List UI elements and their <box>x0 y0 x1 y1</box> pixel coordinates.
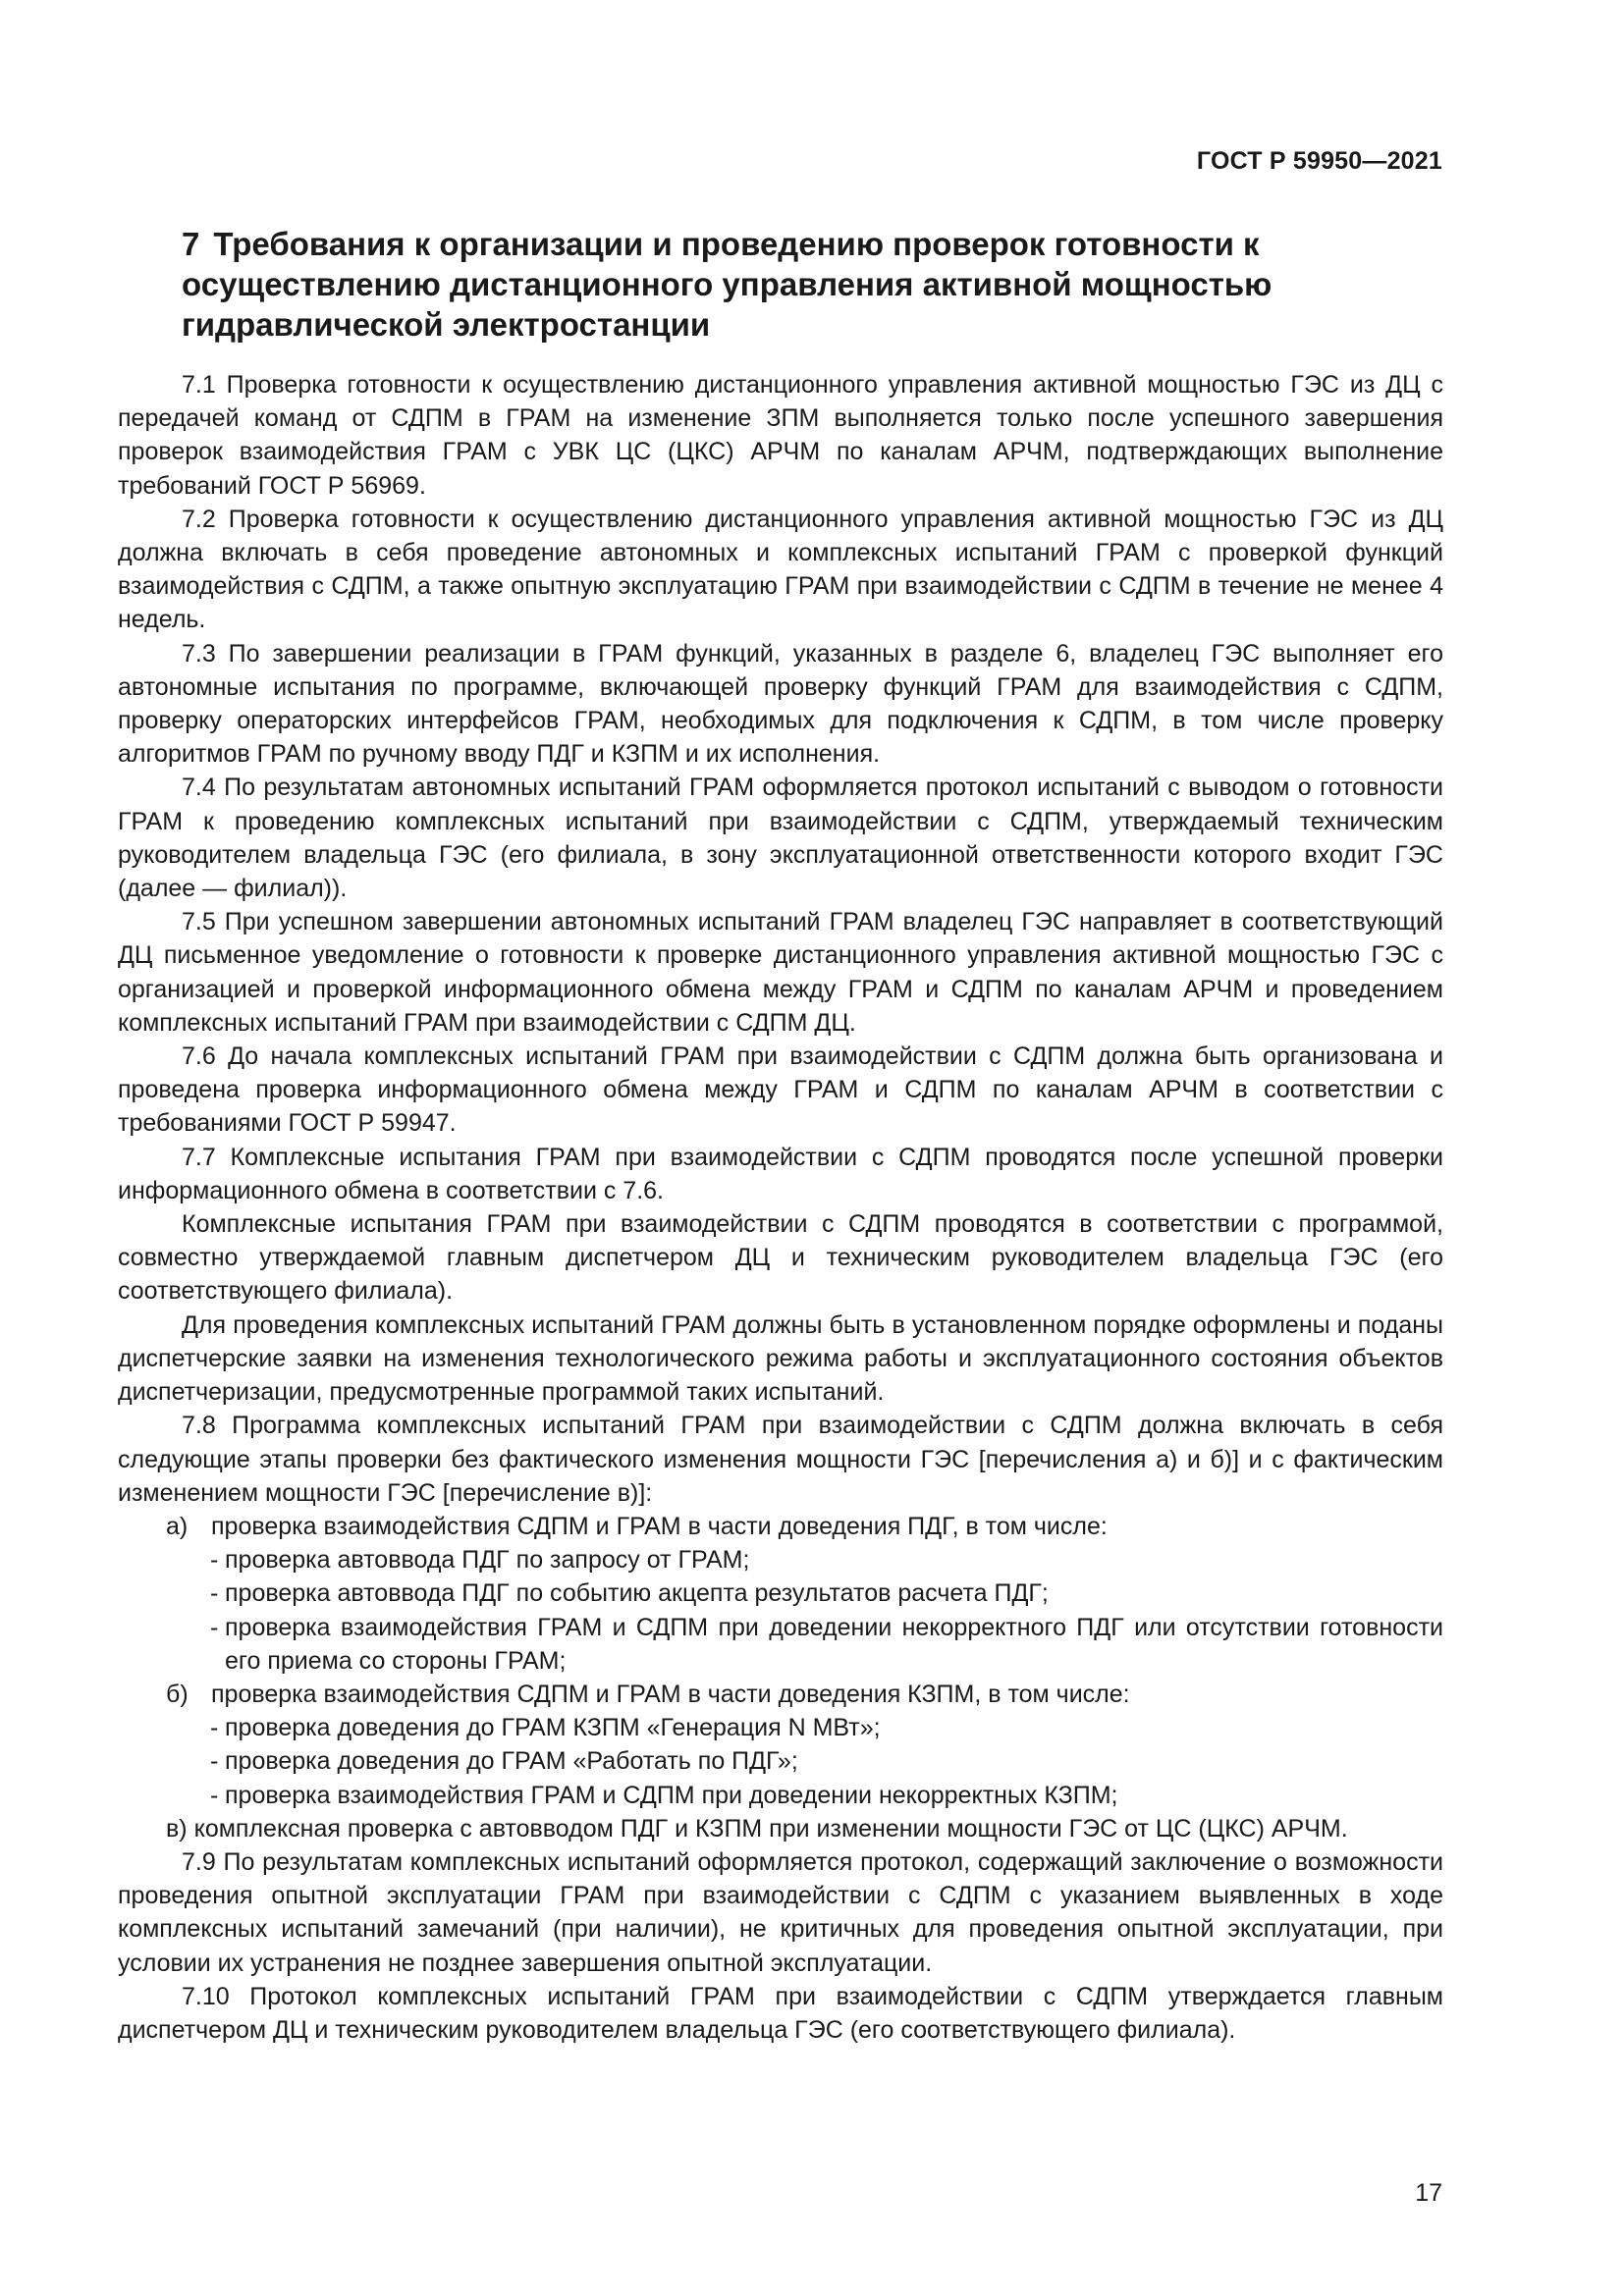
paragraph-7-9: 7.9 По результатам комплексных испытаний оформляется протокол, содержащий заключение о возможности проведения опытной эксплуатации ГРАМ при взаимодействии с СДПМ с указанием выявленных в ходе комплексных испытаний замечаний (при наличии), не критичных для проведения опытной эксплуатации, при условии их устранения не позднее завершения опытной эксплуатации. <box>118 1847 1443 1977</box>
paragraph-7-2: 7.2 Проверка готовности к осуществлению дистанционного управления активной мощностью ГЭС из ДЦ должна включать в себя проведение автономных и комплексных испытаний ГРАМ с проверкой функций взаимодействия с СДПМ, а также опытную эксплуатацию ГРАМ при взаимодействии с СДПМ в течение не менее 4 недель. <box>118 505 1443 634</box>
section-title <box>182 224 1340 345</box>
paragraph-7-7-requests: Для проведения комплексных испытаний ГРАМ должны быть в установленном порядке оформлены и поданы диспетчерские заявки на изменения технологического режима работы и эксплуатационного состояния объектов диспетчеризации, предусмотренные программой таких испытаний. <box>118 1310 1443 1407</box>
dash-text: проверка взаимодействия ГРАМ и СДПМ при доведении некорректного ПДГ или отсутствии готовности его приема со стороны ГРАМ; <box>225 1613 1443 1675</box>
list-marker-v: в) <box>166 1814 188 1842</box>
standard-code: ГОСТ Р 59950—2021 <box>1196 147 1442 175</box>
dash-item <box>118 1576 1443 1610</box>
paragraph-7-7-program: Комплексные испытания ГРАМ при взаимодействии с СДПМ проводятся в соответствии с программой, совместно утверждаемой главным диспетчером ДЦ и техническим руководителем владельца ГЭС (его соответствующего филиала). <box>118 1210 1443 1306</box>
dash-marker: - <box>210 1714 219 1742</box>
list-item-b <box>118 1678 1443 1711</box>
list-item-a <box>118 1510 1443 1543</box>
dash-text: проверка автоввода ПДГ по запросу от ГРАМ; <box>225 1546 750 1575</box>
dash-marker: - <box>210 1546 219 1575</box>
paragraph-7-6: 7.6 До начала комплексных испытаний ГРАМ при взаимодействии с СДПМ должна быть организована и проведена проверка информационного обмена между ГРАМ и СДПМ по каналам АРЧМ в соответствии с требованиями ГОСТ Р 59947. <box>118 1042 1443 1138</box>
dash-text: проверка доведения до ГРАМ «Работать по ПДГ»; <box>225 1747 798 1776</box>
body-text <box>118 368 1443 2047</box>
list-text-v: комплексная проверка с автовводом ПДГ и КЗПМ при изменении мощности ГЭС от ЦС (ЦКС) АРЧМ. <box>193 1814 1348 1842</box>
list-text-a: проверка взаимодействия СДПМ и ГРАМ в части доведения ПДГ, в том числе: <box>211 1512 1108 1540</box>
paragraph-7-5: 7.5 При успешном завершении автономных испытаний ГРАМ владелец ГЭС направляет в соответствующий ДЦ письменное уведомление о готовности к проверке дистанционного управления активной мощностью ГЭС с организацией и проверкой информационного обмена между ГРАМ и СДПМ по каналам АРЧМ и проведением комплексных испытаний ГРАМ при взаимодействии с СДПМ ДЦ. <box>118 908 1443 1037</box>
dash-text: проверка доведения до ГРАМ КЗПМ «Генерация N МВт»; <box>225 1714 881 1742</box>
dash-item <box>118 1611 1443 1678</box>
paragraph-7-3: 7.3 По завершении реализации в ГРАМ функций, указанных в разделе 6, владелец ГЭС выполняет его автономные испытания по программе, включающей проверку функций ГРАМ для взаимодействия с СДПМ, проверку операторских интерфейсов ГРАМ, необходимых для подключения к СДПМ, в том числе проверку алгоритмов ГРАМ по ручному вводу ПДГ и КЗПМ и их исполнения. <box>118 639 1443 769</box>
list-marker-b: б) <box>166 1680 189 1708</box>
list-marker-a: а) <box>166 1512 189 1540</box>
paragraph-7-7: 7.7 Комплексные испытания ГРАМ при взаимодействии с СДПМ проводятся после успешной проверки информационного обмена в соответствии с 7.6. <box>118 1143 1443 1204</box>
dash-item <box>118 1779 1443 1812</box>
dash-text: проверка автоввода ПДГ по событию акцепта результатов расчета ПДГ; <box>225 1579 1049 1608</box>
dash-text: проверка взаимодействия ГРАМ и СДПМ при доведении некорректных КЗПМ; <box>225 1781 1118 1809</box>
dash-item <box>118 1711 1443 1744</box>
list-item-v <box>118 1812 1443 1845</box>
dash-item <box>118 1543 1443 1576</box>
section-number: 7 <box>182 226 200 262</box>
paragraph-7-10: 7.10 Протокол комплексных испытаний ГРАМ при взаимодействии с СДПМ утверждается главным диспетчером ДЦ и техническим руководителем владельца ГЭС (его соответствующего филиала). <box>118 1982 1443 2044</box>
paragraph-7-1: 7.1 Проверка готовности к осуществлению дистанционного управления активной мощностью ГЭС из ДЦ с передачей команд от СДПМ в ГРАМ на изменение ЗПМ выполняется только после успешного завершения проверок взаимодействия ГРАМ с УВК ЦС (ЦКС) АРЧМ по каналам АРЧМ, подтверждающих выполнение требований ГОСТ Р 56969. <box>118 371 1443 500</box>
list-text-b: проверка взаимодействия СДПМ и ГРАМ в части доведения КЗПМ, в том числе: <box>211 1680 1130 1708</box>
dash-marker: - <box>210 1781 219 1809</box>
dash-item <box>118 1744 1443 1778</box>
dash-marker: - <box>210 1579 219 1608</box>
page-number: 17 <box>1415 2179 1442 2207</box>
dash-marker: - <box>210 1613 219 1641</box>
paragraph-7-8: 7.8 Программа комплексных испытаний ГРАМ при взаимодействии с СДПМ должна включать в себя следующие этапы проверки без фактического изменения мощности ГЭС [перечисления а) и б)] и с фактическим изменением мощности ГЭС [перечисление в)]: <box>118 1412 1443 1507</box>
dash-marker: - <box>210 1747 219 1776</box>
section-title-text: Требования к организации и проведению проверок готовности к осуществлению дистанционного управления активной мощностью гидравлической электростанции <box>182 226 1272 343</box>
paragraph-7-4: 7.4 По результатам автономных испытаний ГРАМ оформляется протокол испытаний с выводом о готовности ГРАМ к проведению комплексных испытаний при взаимодействии с СДПМ, утверждаемый техническим руководителем владельца ГЭС (его филиала, в зону эксплуатационной ответственности которого входит ГЭС (далее — филиал)). <box>118 774 1443 903</box>
